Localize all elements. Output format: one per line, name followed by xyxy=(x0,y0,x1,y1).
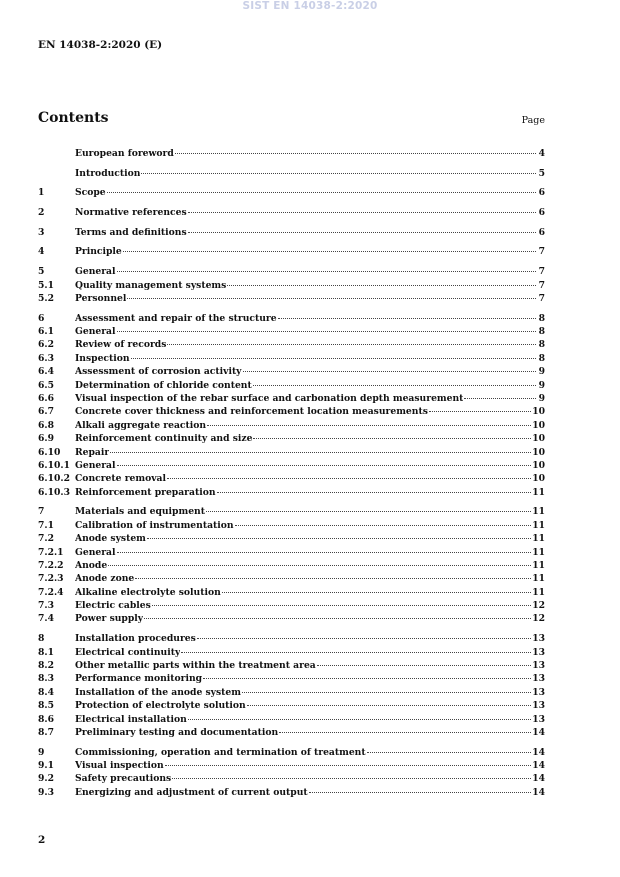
toc-entry-number: 8.6 xyxy=(38,713,54,725)
toc-dot-leader xyxy=(317,655,531,666)
toc-entry[interactable] xyxy=(38,165,545,178)
toc-entry-title[interactable]: Electrical continuity xyxy=(75,646,181,658)
toc-entry-number: 7.4 xyxy=(38,613,54,625)
toc-entry-title[interactable]: Reinforcement continuity and size xyxy=(75,433,253,445)
toc-entry-number: 7.2.2 xyxy=(38,559,64,571)
toc-entry-page: 9 xyxy=(538,379,545,391)
toc-entry-number: 6.7 xyxy=(38,406,54,418)
toc-dot-leader xyxy=(188,709,531,720)
toc-entry-title[interactable]: Principle xyxy=(75,246,122,258)
toc-dot-leader xyxy=(235,515,532,526)
toc-entry-title[interactable]: Scope xyxy=(75,187,106,199)
toc-entry-number: 2 xyxy=(38,207,45,219)
toc-entry-title[interactable]: Anode zone xyxy=(75,573,135,585)
toc-dot-leader xyxy=(117,455,532,466)
toc-dot-leader xyxy=(127,288,536,299)
toc-entry-title[interactable]: Other metallic parts within the treatment area xyxy=(75,659,316,671)
toc-entry-page: 14 xyxy=(532,726,545,738)
toc-entry-title[interactable]: Calibration of instrumentation xyxy=(75,519,234,531)
watermark-text: SIST EN 14038-2:2020 xyxy=(242,0,378,12)
toc-dot-leader xyxy=(144,608,531,619)
toc-entry-page: 10 xyxy=(532,419,545,431)
toc-dot-leader xyxy=(107,182,536,193)
toc-entry-number: 7.2.4 xyxy=(38,586,64,598)
toc-entry-page: 6 xyxy=(538,226,545,238)
toc-entry-number: 5.2 xyxy=(38,292,54,304)
toc-entry-title[interactable]: Materials and equipment xyxy=(75,506,205,518)
toc-entry-title[interactable]: Assessment of corrosion activity xyxy=(75,366,242,378)
toc-entry-number: 5 xyxy=(38,266,45,278)
toc-entry-number: 8.7 xyxy=(38,726,54,738)
document-id: EN 14038-2:2020 (E) xyxy=(38,39,163,51)
toc-entry-number: 5.1 xyxy=(38,279,54,291)
toc-dot-leader xyxy=(117,321,536,332)
toc-entry-page: 9 xyxy=(538,392,545,404)
toc-dot-leader xyxy=(253,428,531,439)
toc-entry-page: 13 xyxy=(532,659,545,671)
toc-entry-title[interactable]: Preliminary testing and documentation xyxy=(75,726,279,738)
toc-entry-title[interactable]: Introduction xyxy=(75,167,141,179)
toc-entry-page: 8 xyxy=(538,352,545,364)
toc-entry-title[interactable]: Performance monitoring xyxy=(75,673,203,685)
toc-dot-leader xyxy=(123,241,536,252)
toc-entry[interactable] xyxy=(38,145,545,158)
toc-entry-title[interactable]: Concrete removal xyxy=(75,473,167,485)
toc-entry-title[interactable]: Power supply xyxy=(75,613,144,625)
toc-entry-title[interactable]: Electric cables xyxy=(75,600,151,612)
toc-entry-page: 10 xyxy=(532,459,545,471)
toc-entry-number: 8.2 xyxy=(38,659,54,671)
toc-entry-page: 7 xyxy=(538,266,545,278)
toc-entry[interactable] xyxy=(38,610,545,623)
toc-entry-page: 6 xyxy=(538,187,545,199)
toc-entry-number: 9.2 xyxy=(38,773,54,785)
toc-entry-page: 11 xyxy=(532,573,545,585)
toc-entry[interactable] xyxy=(38,204,545,217)
toc-entry-page: 13 xyxy=(532,646,545,658)
toc-entry[interactable] xyxy=(38,224,545,237)
toc-entry-title[interactable]: Reinforcement preparation xyxy=(75,486,216,498)
page-column-label: Page xyxy=(521,115,545,126)
toc-entry-title[interactable]: European foreword xyxy=(75,148,174,159)
toc-dot-leader xyxy=(217,482,532,493)
toc-entry-title[interactable]: Personnel xyxy=(75,292,127,304)
toc-entry-title[interactable]: Energizing and adjustment of current output xyxy=(75,786,308,798)
toc-dot-leader xyxy=(309,782,532,793)
toc-dot-leader xyxy=(243,361,536,372)
toc-dot-leader xyxy=(207,415,531,426)
toc-entry-page: 6 xyxy=(538,207,545,219)
page-title: Contents xyxy=(38,110,109,126)
toc-dot-leader xyxy=(135,568,531,579)
toc-entry-page: 11 xyxy=(532,506,545,518)
toc-entry-page: 14 xyxy=(532,773,545,785)
toc-entry-page: 5 xyxy=(538,167,545,179)
page-number: 2 xyxy=(38,834,46,846)
toc-entry-page: 4 xyxy=(538,148,545,159)
toc-entry-title[interactable]: General xyxy=(75,266,116,278)
toc-dot-leader xyxy=(172,768,531,779)
toc-entry-title[interactable]: Assessment and repair of the structure xyxy=(75,312,277,324)
toc-entry-page: 12 xyxy=(532,613,545,625)
toc-entry-title[interactable]: Quality management systems xyxy=(75,279,227,291)
toc-dot-leader xyxy=(117,261,536,272)
toc-entry-page: 11 xyxy=(532,586,545,598)
toc-entry-page: 10 xyxy=(532,473,545,485)
toc-entry-number: 6 xyxy=(38,312,45,324)
toc-entry-number: 6.3 xyxy=(38,352,54,364)
toc-entry-number: 6.1 xyxy=(38,325,54,337)
toc-entry-number: 6.8 xyxy=(38,419,54,431)
toc-entry-number: 1 xyxy=(38,187,45,199)
toc-entry-title[interactable]: Normative references xyxy=(75,207,187,219)
toc-entry-title[interactable]: General xyxy=(75,546,116,558)
toc-dot-leader xyxy=(175,143,536,154)
toc-dot-leader xyxy=(464,388,536,399)
toc-entry-title[interactable]: Review of records xyxy=(75,339,167,351)
toc-dot-leader xyxy=(188,222,536,233)
toc-entry-number: 8 xyxy=(38,633,45,645)
toc-dot-leader xyxy=(242,682,531,693)
toc-entry-number: 6.5 xyxy=(38,379,54,391)
toc-entry-page: 13 xyxy=(532,700,545,712)
toc-dot-leader xyxy=(206,501,531,512)
toc-entry-number: 7.2.1 xyxy=(38,546,64,558)
toc-entry-number: 6.10 xyxy=(38,446,61,458)
toc-dot-leader xyxy=(253,375,536,386)
toc-entry-number: 9.1 xyxy=(38,759,54,771)
toc-entry-page: 13 xyxy=(532,686,545,698)
toc-entry-page: 7 xyxy=(538,292,545,304)
toc-dot-leader xyxy=(367,742,532,753)
toc-entry-page: 9 xyxy=(538,366,545,378)
toc-dot-leader xyxy=(279,722,531,733)
toc-entry-page: 10 xyxy=(532,406,545,418)
toc-entry-number: 8.1 xyxy=(38,646,54,658)
toc-entry-title[interactable]: Visual inspection of the rebar surface and carbonation depth measurement xyxy=(75,392,464,404)
toc-entry[interactable] xyxy=(38,484,545,497)
toc-entry-page: 11 xyxy=(532,559,545,571)
toc-dot-leader xyxy=(117,542,532,553)
toc-entry-title[interactable]: Installation procedures xyxy=(75,633,196,645)
toc-dot-leader xyxy=(203,668,531,679)
toc-entry-title[interactable]: Protection of electrolyte solution xyxy=(75,700,246,712)
toc-entry-page: 11 xyxy=(532,533,545,545)
toc-dot-leader xyxy=(278,308,536,319)
toc-dot-leader xyxy=(152,595,531,606)
toc-entry-number: 8.4 xyxy=(38,686,54,698)
toc-entry-title[interactable]: Safety precautions xyxy=(75,773,172,785)
toc-entry-title[interactable]: Anode system xyxy=(75,533,146,545)
toc-entry-title[interactable]: Alkaline electrolyte solution xyxy=(75,586,221,598)
toc-entry[interactable] xyxy=(38,724,545,737)
toc-entry-page: 14 xyxy=(532,746,545,758)
toc-dot-leader xyxy=(141,163,536,174)
toc-dot-leader xyxy=(247,695,532,706)
toc-entry-title[interactable]: General xyxy=(75,325,116,337)
toc-entry-page: 7 xyxy=(538,246,545,258)
toc-dot-leader xyxy=(167,468,531,479)
toc-entry-number: 6.10.1 xyxy=(38,459,70,471)
toc-entry[interactable] xyxy=(38,784,545,797)
toc-dot-leader xyxy=(181,642,531,653)
toc-dot-leader xyxy=(167,334,536,345)
toc-entry-title[interactable]: Installation of the anode system xyxy=(75,686,241,698)
toc-dot-leader xyxy=(131,348,536,359)
toc-entry-number: 7.2 xyxy=(38,533,54,545)
toc-entry-number: 3 xyxy=(38,226,45,238)
toc-entry-title[interactable]: Repair xyxy=(75,446,110,458)
toc-entry-number: 7.3 xyxy=(38,600,54,612)
toc-entry-title[interactable]: Alkali aggregate reaction xyxy=(75,419,207,431)
toc-entry-number: 6.6 xyxy=(38,392,54,404)
toc-dot-leader xyxy=(108,555,531,566)
toc-entry-page: 10 xyxy=(532,433,545,445)
toc-entry-page: 7 xyxy=(538,279,545,291)
toc-entry-page: 11 xyxy=(532,486,545,498)
toc-entry-page: 8 xyxy=(538,325,545,337)
toc-entry-title[interactable]: General xyxy=(75,459,116,471)
toc-entry-title[interactable]: Commissioning, operation and termination of treatment xyxy=(75,746,366,758)
toc-entry-number: 6.2 xyxy=(38,339,54,351)
toc-entry-number: 7.1 xyxy=(38,519,54,531)
toc-dot-leader xyxy=(147,528,531,539)
toc-entry-page: 11 xyxy=(532,519,545,531)
toc-entry-page: 13 xyxy=(532,633,545,645)
toc-entry-title[interactable]: Anode xyxy=(75,559,108,571)
toc-entry-title[interactable]: Visual inspection xyxy=(75,759,164,771)
toc-entry-number: 9 xyxy=(38,746,45,758)
toc-dot-leader xyxy=(188,202,536,213)
toc-entry-title[interactable]: Inspection xyxy=(75,352,130,364)
toc-dot-leader xyxy=(110,442,531,453)
toc-entry-number: 6.10.3 xyxy=(38,486,70,498)
toc-entry-page: 14 xyxy=(532,759,545,771)
toc-entry-number: 6.9 xyxy=(38,433,54,445)
toc-dot-leader xyxy=(197,628,531,639)
toc-dot-leader xyxy=(227,275,536,286)
toc-entry-number: 6.10.2 xyxy=(38,473,70,485)
toc-dot-leader xyxy=(222,582,531,593)
toc-entry-number: 8.5 xyxy=(38,700,54,712)
toc-entry-page: 12 xyxy=(532,600,545,612)
toc-entry-page: 14 xyxy=(532,786,545,798)
toc-entry-page: 8 xyxy=(538,312,545,324)
toc-entry[interactable] xyxy=(38,243,545,256)
toc-entry-number: 4 xyxy=(38,246,45,258)
toc-entry-page: 10 xyxy=(532,446,545,458)
table-of-contents xyxy=(38,145,545,797)
toc-entry-number: 6.4 xyxy=(38,366,54,378)
toc-entry-title[interactable]: Terms and definitions xyxy=(75,226,187,238)
toc-entry-page: 8 xyxy=(538,339,545,351)
toc-entry-number: 9.3 xyxy=(38,786,54,798)
toc-entry-page: 11 xyxy=(532,546,545,558)
toc-entry-page: 13 xyxy=(532,713,545,725)
toc-entry-title[interactable]: Concrete cover thickness and reinforcement location measurements xyxy=(75,406,428,418)
toc-dot-leader xyxy=(429,401,531,412)
toc-dot-leader xyxy=(165,755,532,766)
toc-entry-page: 13 xyxy=(532,673,545,685)
toc-entry-title[interactable]: Electrical installation xyxy=(75,713,187,725)
toc-entry-title[interactable]: Determination of chloride content xyxy=(75,379,252,391)
toc-entry[interactable] xyxy=(38,184,545,197)
toc-entry[interactable] xyxy=(38,290,545,303)
toc-entry-number: 8.3 xyxy=(38,673,54,685)
toc-entry-number: 7.2.3 xyxy=(38,573,64,585)
toc-entry-number: 7 xyxy=(38,506,45,518)
